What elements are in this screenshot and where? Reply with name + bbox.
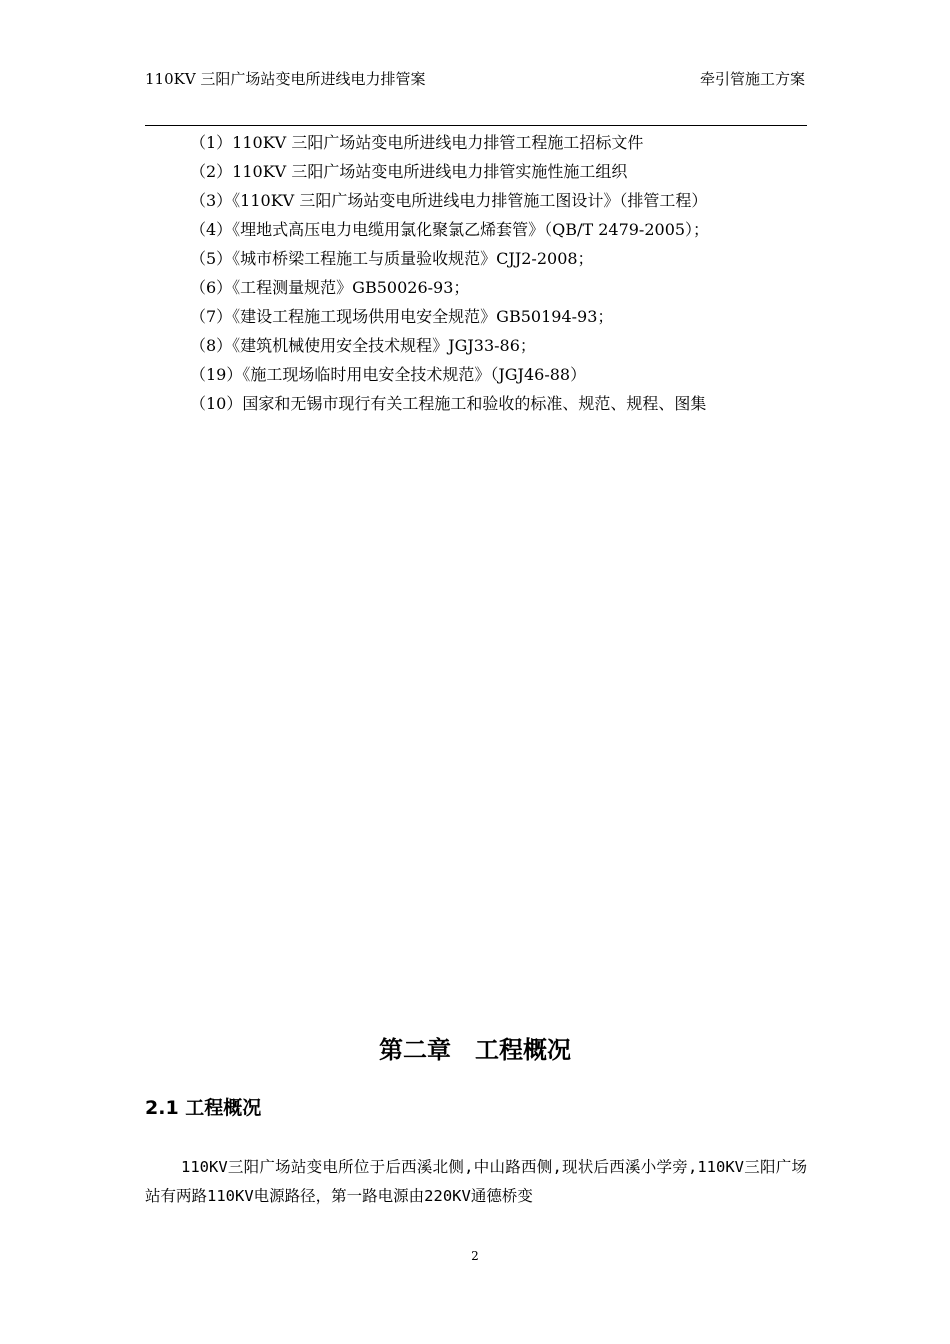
reference-item: （6）《工程测量规范》GB50026-93； [190,278,470,297]
reference-item: （19）《施工现场临时用电安全技术规范》（JGJ46-88） [190,365,587,384]
reference-item: （7）《建设工程施工现场供用电安全规范》GB50194-93； [190,307,614,326]
reference-item: （4）《埋地式高压电力电缆用氯化聚氯乙烯套管》（QB/T 2479-2005）； [190,220,710,239]
header-divider [145,125,807,126]
header-left-title: 110KV 三阳广场站变电所进线电力排管案 [145,70,426,88]
chapter-title: 第二章 工程概况 [379,1036,571,1064]
reference-item: （8）《建筑机械使用安全技术规程》JGJ33-86； [190,336,536,355]
body-paragraph: 110KV三阳广场站变电所位于后西溪北侧,中山路西侧,现状后西溪小学旁,110KV三阳广场站有两路110KV电源路径，第一路电源由220KV通德桥变 [145,1158,807,1205]
section-title: 2.1 工程概况 [145,1097,262,1119]
reference-item: （1）110KV 三阳广场站变电所进线电力排管工程施工招标文件 [190,133,644,152]
reference-list [190,128,709,418]
reference-item: （3）《110KV 三阳广场站变电所进线电力排管施工图设计》（排管工程） [190,191,708,210]
page-number: 2 [471,1249,479,1263]
reference-item: （10）国家和无锡市现行有关工程施工和验收的标准、规范、规程、图集 [190,394,707,413]
reference-item: （2）110KV 三阳广场站变电所进线电力排管实施性施工组织 [190,162,628,181]
header-right-title: 牵引管施工方案 [699,70,805,88]
reference-item: （5）《城市桥梁工程施工与质量验收规范》CJJ2-2008； [190,249,594,268]
